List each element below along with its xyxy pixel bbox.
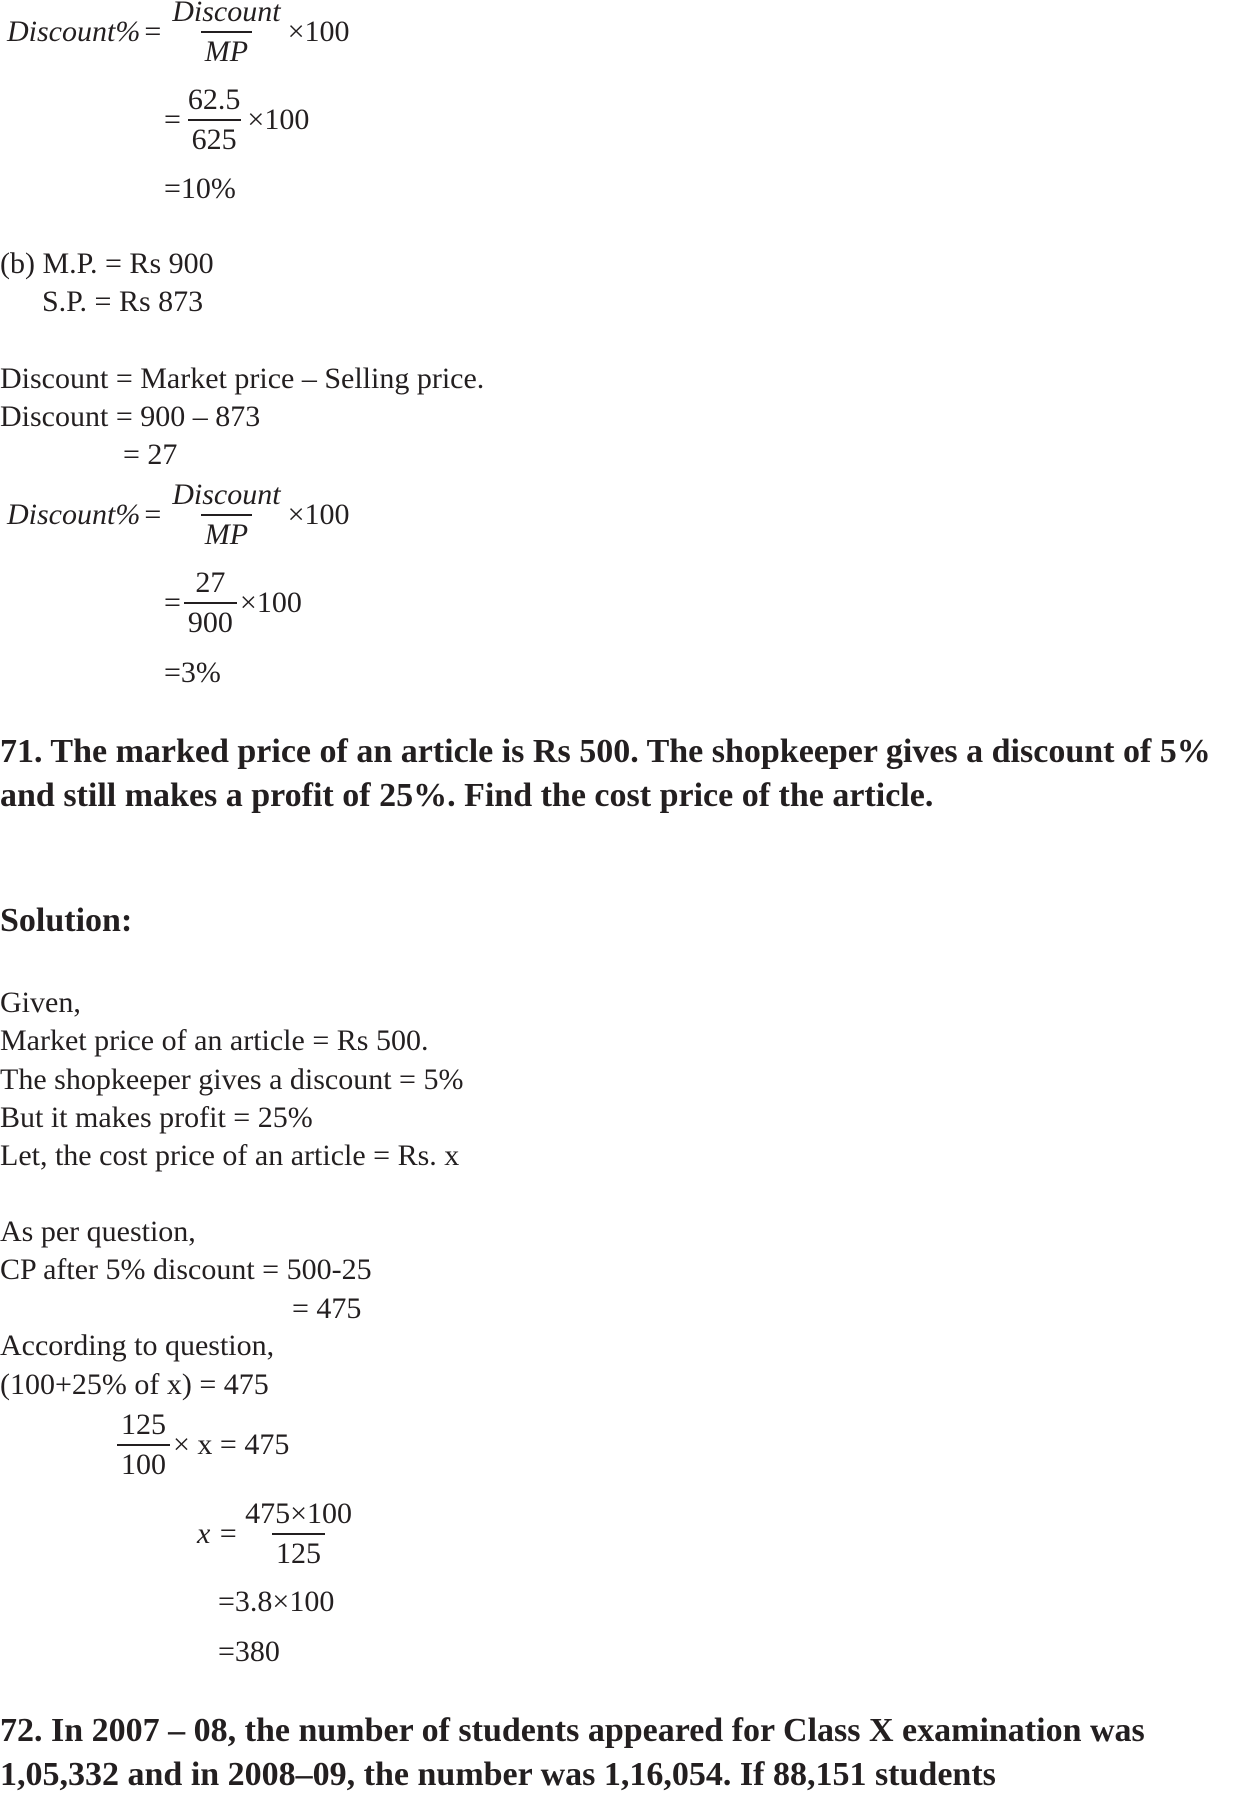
equals-sign: =: [164, 586, 181, 619]
denominator: 625: [188, 119, 241, 157]
times-100: ×100: [287, 15, 350, 48]
discount-calc-result: = 27: [123, 438, 178, 471]
times-100: ×100: [287, 498, 350, 531]
numerator: 27: [195, 566, 226, 599]
formula-lhs: Discount%: [7, 498, 141, 531]
solution-label: Solution:: [0, 902, 133, 939]
fraction: [241, 1497, 356, 1571]
numerator: Discount: [172, 478, 281, 511]
discount-result-a: =10%: [164, 172, 236, 205]
solution-line: CP after 5% discount = 500-25: [0, 1253, 372, 1286]
numerator: Discount: [172, 0, 281, 28]
equation-step: =3.8×100: [218, 1585, 335, 1618]
solution-line: But it makes profit = 25%: [0, 1101, 313, 1134]
solution-line: = 475: [292, 1292, 362, 1325]
fraction: [168, 478, 284, 552]
equals-sign: =: [144, 498, 162, 531]
discount-step-b: [164, 566, 302, 639]
discount-percent-formula-b: [7, 478, 350, 551]
part-b-mp: (b) M.P. = Rs 900: [0, 247, 214, 280]
equation-fraction-1: [114, 1408, 290, 1481]
solution-line: Market price of an article = Rs 500.: [0, 1024, 429, 1057]
solution-line: According to question,: [0, 1329, 275, 1362]
equals-sign: =: [144, 15, 162, 48]
question-71: 71. The marked price of an article is Rs 500. The shopkeeper gives a discount of 5% and still makes a profit of 25%. Find the cost price of the article.: [0, 733, 1211, 814]
discount-definition: Discount = Market price – Selling price.: [0, 362, 485, 395]
times-100: ×100: [247, 103, 310, 136]
discount-calc: Discount = 900 – 873: [0, 400, 261, 433]
solution-line: (100+25% of x) = 475: [0, 1368, 269, 1401]
discount-step-a: [164, 83, 310, 156]
times-100: ×100: [239, 586, 302, 619]
numerator: 475×100: [245, 1497, 352, 1530]
part-b-sp: S.P. = Rs 873: [42, 285, 204, 318]
solution-line: As per question,: [0, 1215, 196, 1248]
question-72: 72. In 2007 – 08, the number of students appeared for Class X examination was 1,05,332 and in 2008–09, the number was 1,16,054. If 88,151 students: [0, 1712, 1145, 1793]
solution-line: The shopkeeper gives a discount = 5%: [0, 1063, 464, 1096]
denominator: 100: [117, 1444, 170, 1482]
denominator: 125: [272, 1533, 325, 1571]
x-lhs: x =: [197, 1517, 239, 1550]
denominator: MP: [201, 514, 252, 552]
discount-percent-formula-a: [7, 0, 350, 68]
equals-sign: =: [164, 103, 181, 136]
fraction: [117, 1408, 170, 1482]
equation-answer: =380: [218, 1635, 280, 1668]
fraction: [184, 566, 237, 640]
solution-line: Let, the cost price of an article = Rs. x: [0, 1139, 460, 1172]
numerator: 125: [121, 1408, 166, 1441]
numerator: 62.5: [187, 83, 241, 116]
solution-line: Given,: [0, 986, 81, 1019]
equation-rhs: × x = 475: [173, 1428, 290, 1461]
fraction: [184, 83, 245, 157]
fraction: [168, 0, 284, 69]
denominator: 900: [184, 602, 237, 640]
denominator: MP: [201, 31, 252, 69]
discount-result-b: =3%: [164, 656, 221, 689]
formula-lhs: Discount%: [7, 15, 141, 48]
